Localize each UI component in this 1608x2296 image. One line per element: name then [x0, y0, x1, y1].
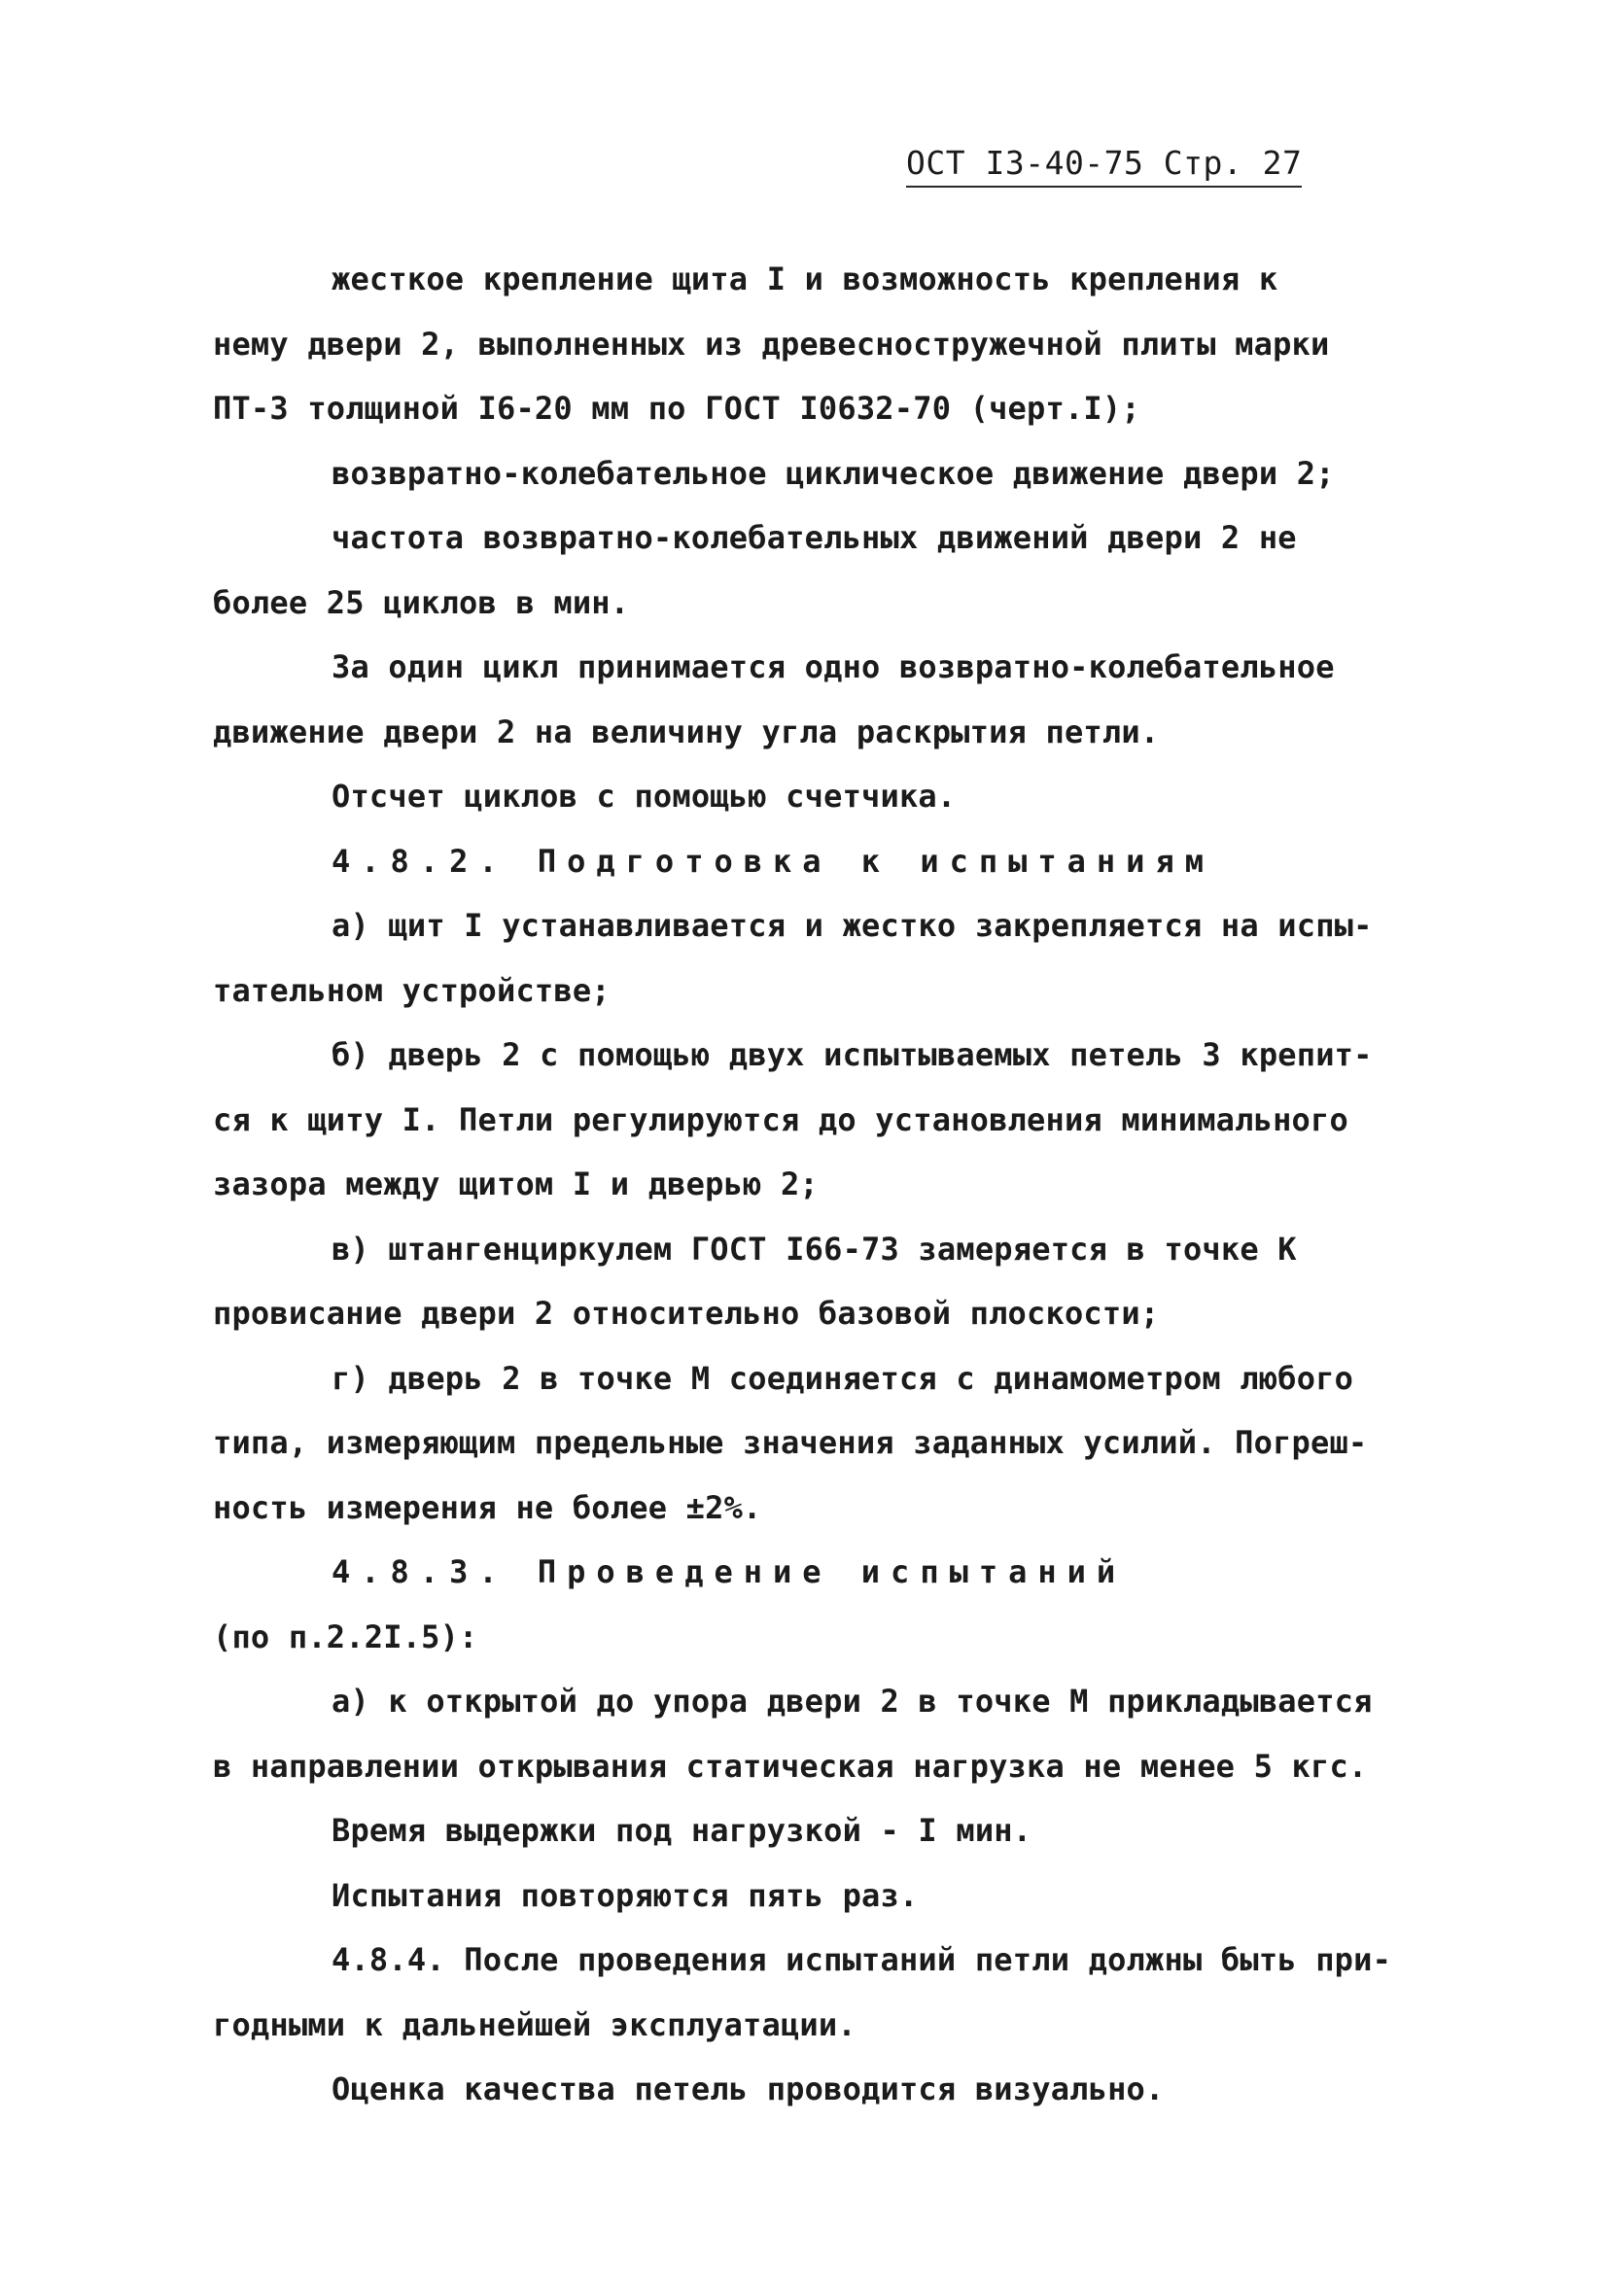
text-line: а) к открытой до упора двери 2 в точке М прикладывается: [332, 1683, 1373, 1720]
text-line: Испытания повторяются пять раз.: [332, 1876, 919, 1914]
text-line: возвратно-колебательное циклическое движение двери 2;: [332, 454, 1335, 492]
text-line: годными к дальнейшей эксплуатации.: [213, 2005, 856, 2043]
text-line: За один цикл принимается одно возвратно-колебательное: [332, 648, 1335, 685]
text-line: частота возвратно-колебательных движений двери 2 не: [332, 519, 1297, 556]
section-heading: 4.8.3. Проведение испытаний: [332, 1553, 1127, 1590]
text-line: ность измерения не более ±2%.: [213, 1488, 762, 1526]
text-line: г) дверь 2 в точке М соединяется с динамометром любого: [332, 1359, 1354, 1397]
text-line: б) дверь 2 с помощью двух испытываемых петель 3 крепит-: [332, 1036, 1373, 1073]
text-line: (по п.2.2I.5):: [213, 1618, 478, 1655]
text-line: ся к щиту I. Петли регулируются до установления минимального: [213, 1100, 1348, 1138]
text-line: Оценка качества петель проводится визуально.: [332, 2070, 1165, 2107]
text-line: ПТ-3 толщиной I6-20 мм по ГОСТ I0632-70 (черт.I);: [213, 390, 1140, 427]
text-line: движение двери 2 на величину угла раскрытия петли.: [213, 713, 1160, 750]
document-body: [213, 247, 1418, 2122]
text-line: Время выдержки под нагрузкой - I мин.: [332, 1812, 1032, 1849]
page-header: ОСТ I3-40-75 Стр. 27: [906, 144, 1302, 188]
text-line: жесткое крепление щита I и возможность крепления к: [332, 261, 1278, 297]
section-heading: 4.8.2. Подготовка к испытаниям: [332, 842, 1214, 880]
text-line: нему двери 2, выполненных из древесностружечной плиты марки: [213, 325, 1330, 363]
text-line: зазора между щитом I и дверью 2;: [213, 1165, 819, 1202]
text-line: тательном устройстве;: [213, 971, 611, 1009]
text-line: типа, измеряющим предельные значения заданных усилий. Погреш-: [213, 1424, 1368, 1461]
text-line: более 25 циклов в мин.: [213, 583, 630, 621]
text-line: 4.8.4. После проведения испытаний петли должны быть при-: [332, 1941, 1392, 1978]
text-line: провисание двери 2 относительно базовой плоскости;: [213, 1295, 1160, 1332]
text-line: а) щит I устанавливается и жестко закрепляется на испы-: [332, 907, 1373, 944]
text-line: Отсчет циклов с помощью счетчика.: [332, 778, 957, 815]
text-line: в) штангенциркулем ГОСТ I66-73 замеряется в точке К: [332, 1230, 1297, 1268]
text-line: в направлении открывания статическая нагрузка не менее 5 кгс.: [213, 1747, 1368, 1785]
